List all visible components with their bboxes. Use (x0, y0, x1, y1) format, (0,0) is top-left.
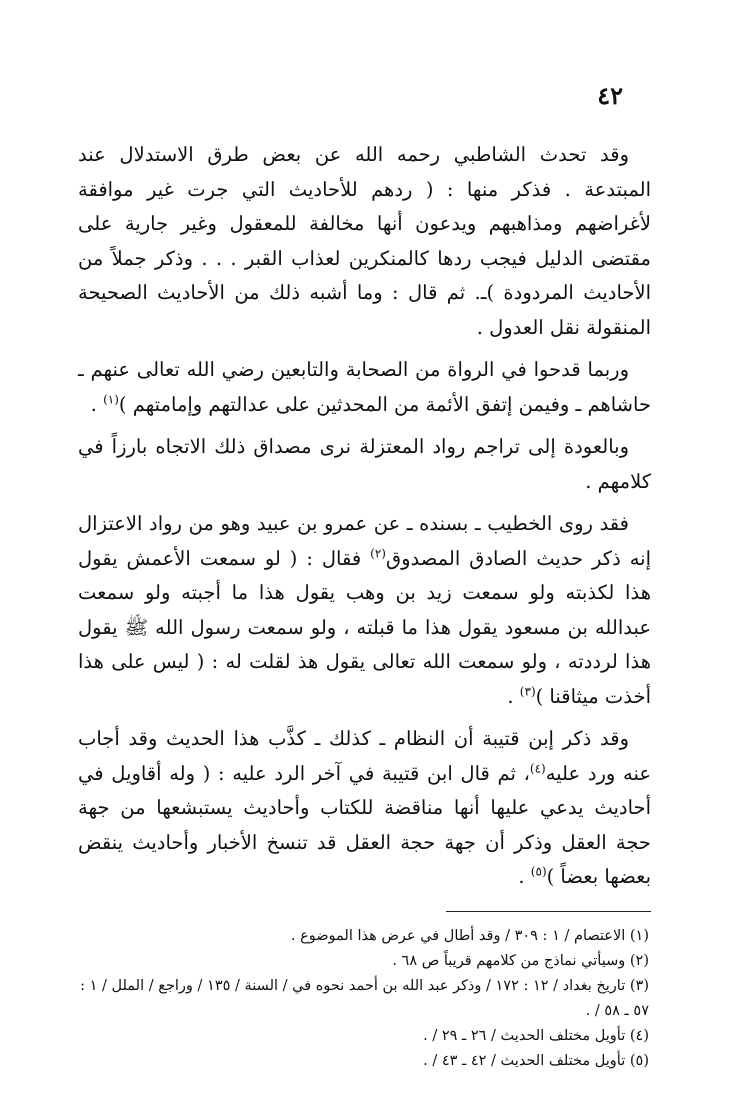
footnote: (٤) تأويل مختلف الحديث / ٢٦ ـ ٢٩ / . (423, 1027, 649, 1044)
body-text (78, 138, 651, 895)
footnote: (٢) وسيأتي نماذج من كلامهم قريباً ص ٦٨ . (392, 952, 649, 969)
footnotes (78, 924, 651, 1074)
footnote: (٣) تاريخ بغداد / ١٢ : ١٧٢ / وذكر عبد الله بن أحمد نحوه في / السنة / ١٣٥ / وراجع / الملل / ١ : ٥٧ ـ ٥٨ / . (80, 977, 649, 1019)
footnote: (٥) تأويل مختلف الحديث / ٤٢ ـ ٤٣ / . (423, 1052, 649, 1069)
paragraph-text: فقال : ( لو سمعت الأعمش يقول هذا لكذبته ولو سمعت زيد بن وهب يقول هذا ما أجبته ولو سمعت عبدالله بن مسعود يقول هذا ما قبلته ، ولو سمعت رسول الله ﷺ يقول هذا لرددته ، ولو سمعت الله تعالى يقول هذ لقلت له : ( ليس على هذا أخذت ميثاقنا ) (78, 546, 651, 708)
paragraph-text: فقد روى الخطيب ـ بسنده ـ عن عمرو بن عبيد وهو من رواد الاعتزال إنه ذكر حديث الصادق المصدوق (78, 512, 651, 570)
paragraph-text: وقد ذكر إبن قتيبة أن النظام ـ كذلك ـ كذَّب هذا الحديث وقد أجاب عنه ورد عليه (78, 727, 651, 785)
paragraph (78, 507, 651, 714)
paragraph-text: . (507, 684, 520, 708)
footnote-ref: (٤) (529, 761, 546, 775)
footnote-ref: (٥) (530, 864, 547, 879)
footnote-ref: (٢) (370, 546, 386, 560)
footnote-ref: (٣) (519, 684, 536, 698)
page-number: ٤٢ (597, 81, 623, 110)
paragraph-text: وربما قدحوا في الرواة من الصحابة والتابعين رضي الله تعالى عنهم ـ حاشاهم ـ وفيمن إتفق الأئمة من المحدثين على عدالتهم وإمامتهم ) (78, 358, 651, 416)
paragraph-text: وقد تحدث الشاطبي رحمه الله عن بعض طرق الاستدلال عند المبتدعة . فذكر منها : ( ردهم للأحاديث التي جرت غير موافقة لأغراضهم ومذاهبهم ويدعون أنها مخالفة للمعقول وغير جارية على مقتضى الدليل فيجب ردها كالمنكرين لعذاب القبر . . . وذكر جملاً من الأحاديث المردودة )ـ. ثم قال : وما أشبه ذلك من الأحاديث الصحيحة المنقولة نقل العدول . (78, 143, 651, 339)
paragraph-text: ، ثم قال ابن قتيبة في آخر الرد عليه : ( وله أقاويل في أحاديث يدعي عليها أنها مناقضة للكتاب وأحاديث يستبشعها من جهة حجة العقل وذكر أن جهة حجة العقل قد تنسخ الأخبار وأحاديث ينقض بعضها بعضاً ) (78, 761, 651, 888)
paragraph-text: . (518, 865, 531, 888)
footnote-ref: (١) (103, 392, 119, 406)
paragraph (78, 353, 651, 422)
paragraph (78, 430, 651, 499)
paragraph-text: . (90, 392, 104, 416)
footnote: (١) الاعتصام / ١ : ٣٠٩ / وقد أطال في عرض هذا الموضوع . (290, 927, 649, 944)
paragraph-text: وبالعودة إلى تراجم رواد المعتزلة نرى مصداق ذلك الاتجاه بارزاً في كلامهم . (78, 435, 651, 493)
footnote-divider (446, 911, 651, 912)
paragraph (78, 138, 651, 345)
paragraph (78, 722, 651, 895)
